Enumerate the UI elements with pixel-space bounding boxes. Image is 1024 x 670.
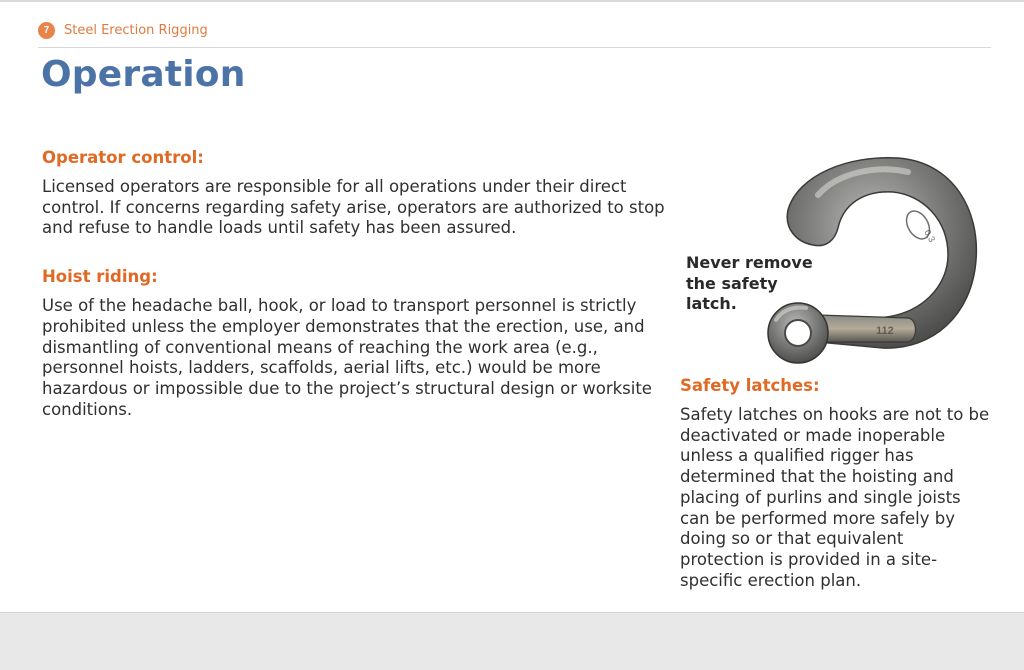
operator-control-heading: Operator control: (42, 148, 204, 167)
safety-latches-section (680, 375, 990, 591)
hook-stamp-text: 0.3 (922, 228, 938, 244)
operator-control-body: Licensed operators are responsible for all operations under their direct control. If concerns regarding safety arise, operators are authorized to stop and refuse to handle loads until safety has been assured. (42, 177, 665, 238)
step-number-badge: 7 (38, 22, 55, 39)
hook-shank-text: 112 (876, 325, 894, 337)
hoist-riding-heading: Hoist riding: (42, 267, 158, 287)
right-column (680, 375, 990, 591)
operator-control-section (42, 147, 667, 239)
hook-caption: Never remove the safety latch. (686, 253, 813, 314)
safety-latches-heading: Safety latches: (680, 376, 820, 395)
hoist-riding-body: Use of the headache ball, hook, or load to transport personnel is strictly prohibited unless the employer demonstrates that the erection, use, and dismantling of conventional means of reaching the work area (e.g., personnel hoists, ladders, scaffolds, aerial lifts, etc.) would be more hazardous or impossible due to the project’s structural design or worksite conditions. (42, 296, 652, 419)
top-border (0, 0, 1024, 2)
left-column (42, 147, 667, 420)
breadcrumb-label[interactable]: Steel Erection Rigging (64, 22, 208, 38)
footer-band (0, 612, 1024, 670)
page-title: Operation (41, 54, 246, 95)
safety-latches-body: Safety latches on hooks are not to be deactivated or made inoperable unless a qualified rigger has determined that the hoisting and placing of purlins and single joists can be performed more safely by doing so or that equivalent protection is provided in a site-specific erection plan. (680, 405, 990, 590)
breadcrumb (38, 20, 208, 40)
header-divider (38, 47, 991, 48)
hoist-riding-section (42, 266, 667, 420)
